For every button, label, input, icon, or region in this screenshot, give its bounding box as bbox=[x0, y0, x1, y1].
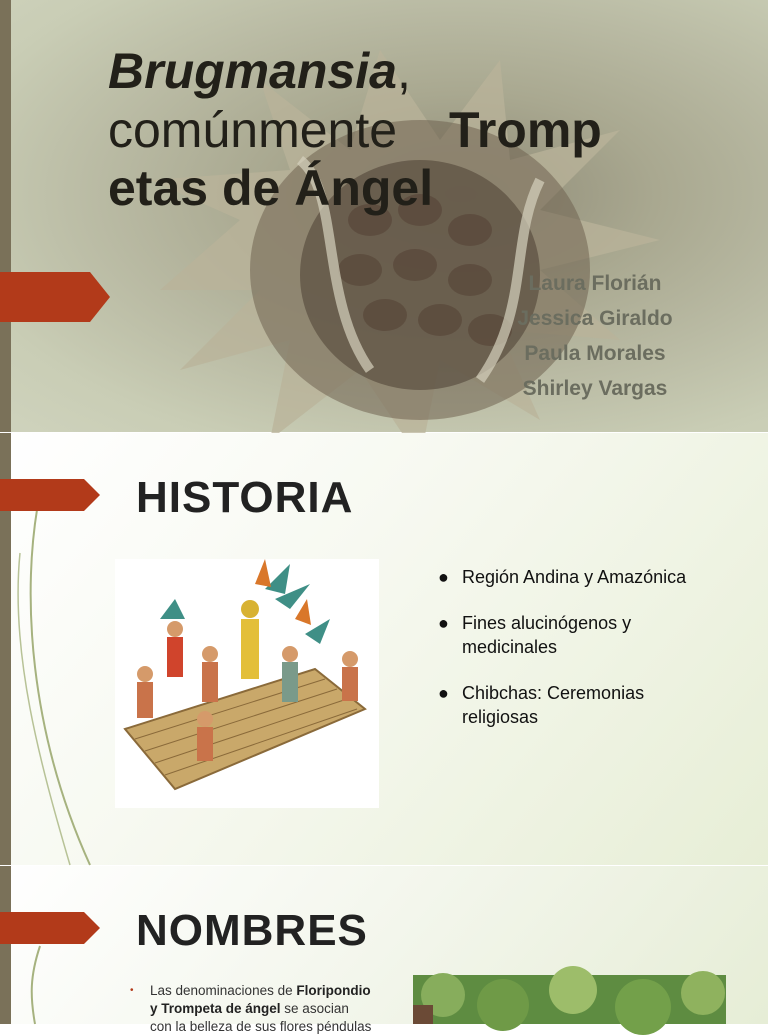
list-item bbox=[438, 681, 738, 729]
name-trompeta: y Trompeta de ángel bbox=[150, 1001, 281, 1016]
name-floripondio: Floripondio bbox=[296, 983, 371, 998]
accent-arrow-shape bbox=[0, 479, 100, 511]
bullet-icon: ● bbox=[438, 567, 449, 587]
history-slide bbox=[0, 433, 768, 865]
title-slide bbox=[0, 0, 768, 432]
plant-photo bbox=[413, 975, 726, 1024]
title-comma: , bbox=[396, 43, 411, 99]
list-item-text: Región Andina y Amazónica bbox=[462, 567, 687, 587]
bullet-icon: ● bbox=[438, 683, 449, 703]
bullet-icon: • bbox=[130, 985, 134, 996]
names-bullet bbox=[130, 982, 400, 1036]
indigenous-ceremony-illustration bbox=[115, 559, 379, 808]
author-name: Paula Morales bbox=[524, 342, 666, 365]
bullet-icon: ● bbox=[438, 613, 449, 633]
decorative-stems bbox=[0, 866, 60, 1024]
list-item bbox=[438, 565, 738, 589]
names-text-mid: se asocian bbox=[280, 1001, 349, 1016]
title-common-name-part1: Tromp bbox=[449, 101, 602, 158]
author-list bbox=[480, 266, 710, 406]
left-spine-bar bbox=[0, 0, 11, 432]
author-name: Shirley Vargas bbox=[522, 377, 668, 400]
history-bullet-list bbox=[438, 565, 738, 751]
title-common-label: comúnmente bbox=[108, 101, 398, 158]
accent-arrow-shape bbox=[0, 912, 100, 944]
list-item-text: Fines alucinógenos y medicinales bbox=[462, 613, 632, 657]
names-slide bbox=[0, 866, 768, 1034]
section-heading: HISTORIA bbox=[136, 473, 354, 522]
slide-title bbox=[108, 42, 708, 218]
names-text-end: con la belleza de sus flores péndulas bbox=[150, 1019, 372, 1034]
title-genus: Brugmansia bbox=[108, 43, 397, 99]
author-name: Laura Florián bbox=[528, 272, 662, 295]
list-item bbox=[438, 611, 738, 659]
section-heading: NOMBRES bbox=[136, 906, 368, 955]
accent-arrow-shape bbox=[0, 272, 110, 322]
names-text-intro: Las denominaciones de bbox=[150, 983, 297, 998]
author-name: Jessica Giraldo bbox=[517, 307, 673, 330]
title-common-name-part2: etas de Ángel bbox=[108, 160, 434, 216]
list-item-text: Chibchas: Ceremonias religiosas bbox=[462, 683, 645, 727]
